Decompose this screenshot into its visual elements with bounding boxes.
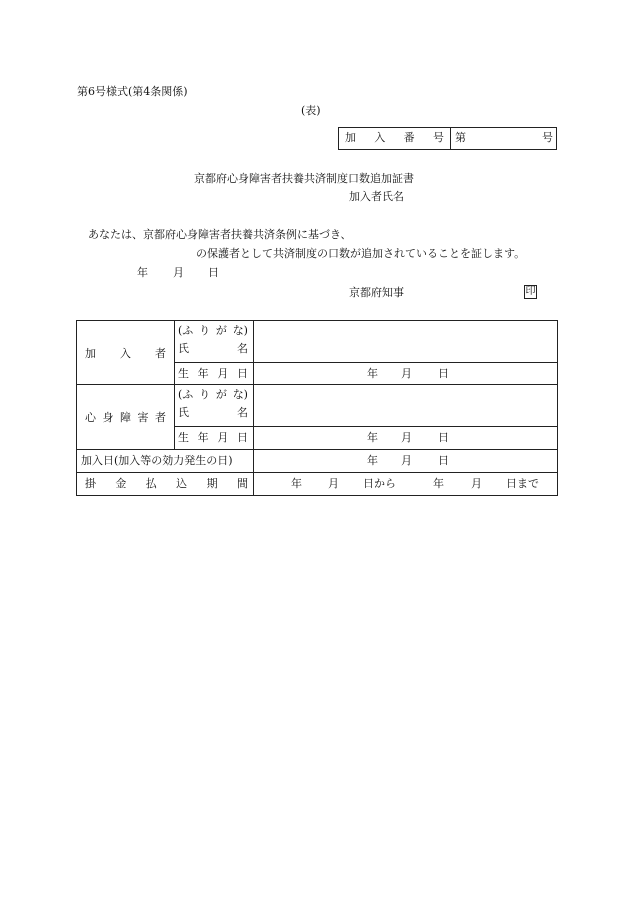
disabled-birth-day: 日 <box>438 431 449 444</box>
payment-end-year: 年 <box>433 477 444 490</box>
subscriber-birth-year: 年 <box>367 367 378 380</box>
subscriber-name-line: 加入者氏名 <box>349 190 404 203</box>
issue-date-year: 年 <box>137 266 148 279</box>
disabled-birth-month: 月 <box>401 431 412 444</box>
subscriber-birthdate-label: 生 年 月 日 <box>178 367 248 380</box>
member-number-prefix: 第 <box>455 131 466 144</box>
disabled-name-label: 氏 名 <box>178 406 248 419</box>
seal-mark: 印 <box>525 286 536 297</box>
subscriber-birth-day: 日 <box>438 367 449 380</box>
subscriber-label: 加 入 者 <box>85 347 166 360</box>
member-number-label: 加 入 番 号 <box>345 131 444 144</box>
payment-end-month: 月 <box>471 477 482 490</box>
disabled-birthdate-label: 生 年 月 日 <box>178 431 248 444</box>
member-number-divider <box>450 128 451 149</box>
side-indicator: (表) <box>301 104 321 117</box>
payment-start-year: 年 <box>291 477 302 490</box>
details-table <box>76 320 558 496</box>
payment-period-label: 掛 金 払 込 期 間 <box>85 477 248 490</box>
member-number-suffix: 号 <box>542 131 553 144</box>
payment-start-day-from: 日から <box>363 477 396 490</box>
disabled-person-label: 心 身 障 害 者 <box>85 411 166 424</box>
disabled-furigana-label: (ふ り が な) <box>178 388 248 401</box>
subscriber-birth-month: 月 <box>401 367 412 380</box>
payment-end-day-until: 日まで <box>506 477 539 490</box>
body-line-2: の保護者として共済制度の口数が追加されていることを証します。 <box>196 247 526 260</box>
issuer: 京都府知事 <box>349 286 404 299</box>
subscriber-furigana-label: (ふ り が な) <box>178 324 248 337</box>
member-number-box <box>338 127 557 150</box>
certificate-title: 京都府心身障害者扶養共済制度口数追加証書 <box>194 172 414 185</box>
form-number: 第6号様式(第4条関係) <box>77 85 188 98</box>
payment-start-month: 月 <box>328 477 339 490</box>
join-date-label: 加入日(加入等の効力発生の日) <box>81 454 233 467</box>
body-line-1: あなたは、京都府心身障害者扶養共済条例に基づき、 <box>88 228 352 241</box>
disabled-birth-year: 年 <box>367 431 378 444</box>
join-date-year: 年 <box>367 454 378 467</box>
issue-date-day: 日 <box>208 266 219 279</box>
issue-date-month: 月 <box>173 266 184 279</box>
join-date-month: 月 <box>401 454 412 467</box>
subscriber-name-label: 氏 名 <box>178 342 248 355</box>
join-date-day: 日 <box>438 454 449 467</box>
